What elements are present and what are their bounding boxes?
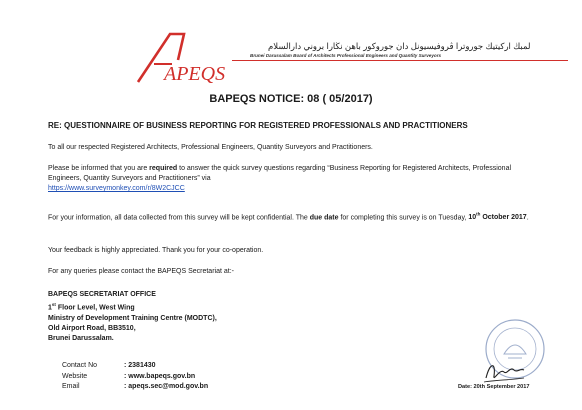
text: For your information, all data collected from this survey will be kept confidential. The — [48, 214, 310, 222]
queries-paragraph: For any queries please contact the BAPEQS Secretariat at:- — [48, 268, 234, 275]
secretariat-address — [48, 290, 217, 344]
text: Please be informed that you are — [48, 165, 150, 172]
notice-title: BAPEQS NOTICE: 08 ( 05/2017) — [209, 93, 373, 105]
svg-text:APEQS: APEQS — [164, 63, 226, 85]
office-name: BAPEQS SECRETARIAT OFFICE — [48, 291, 156, 298]
survey-paragraph — [48, 164, 538, 195]
subject-line: RE: QUESTIONNAIRE OF BUSINESS REPORTING FOR REGISTERED PROFESSIONALS AND PRACTITIONERS — [48, 121, 468, 130]
contact-number-label: Contact No — [62, 362, 98, 369]
jawi-organization-name: لمبڬ اركيتيك جوروترا ڤروفيسيونل دان جوروكور باهن نڬارا بروني دارالسلام — [268, 41, 531, 51]
email-value[interactable]: : apeqs.sec@mod.gov.bn — [124, 383, 209, 391]
email-row — [62, 382, 208, 393]
text: for completing this survey is on Tuesday, — [338, 214, 469, 222]
survey-link[interactable]: https://www.surveymonkey.com/r/8W2CJCC — [48, 185, 185, 193]
due-date-paragraph: For your information, all data collected from this survey will be kept confidential. The due date for completing this survey is on Tuesday, 10th October 2017. — [48, 212, 529, 222]
required-emphasis: required — [149, 165, 178, 172]
road-line: Old Airport Road, BB3510, — [48, 324, 136, 332]
organization-full-name: Brunei Darussalam Board of Architects Professional Engineers and Quantity Surveyors — [250, 53, 442, 58]
website-row — [62, 372, 208, 383]
country-line: Brunei Darussalam. — [48, 335, 114, 343]
email-label: Email — [62, 383, 80, 391]
contact-details — [62, 361, 208, 393]
header-rule — [232, 60, 568, 61]
contact-number-value: : 2381430 — [124, 362, 156, 369]
issue-date: Date: 20th September 2017 — [458, 384, 530, 390]
website-label: Website — [62, 372, 88, 380]
greeting-paragraph: To all our respected Registered Architects, Professional Engineers, Quantity Surveyors and Practitioners. — [48, 144, 373, 151]
text: to answer the quick survey questions regarding “Business Reporting for Registered Architects, Professional Engineers, Quantity Surveyors and Practitioners” via — [48, 165, 512, 183]
bapeqs-logo — [132, 30, 228, 88]
signature — [480, 358, 528, 386]
feedback-paragraph: Your feedback is highly appreciated. Thank you for your co-operation. — [48, 247, 264, 254]
due-date-value: 10th October 2017 — [468, 212, 527, 222]
contact-number-row — [62, 361, 208, 372]
due-date-emphasis: due date — [309, 214, 339, 222]
ministry-line: Ministry of Development Training Centre (MODTC), — [48, 314, 217, 322]
floor-line: 1st Floor Level, West Wing — [48, 302, 135, 312]
website-value[interactable]: : www.bapeqs.gov.bn — [124, 372, 196, 380]
